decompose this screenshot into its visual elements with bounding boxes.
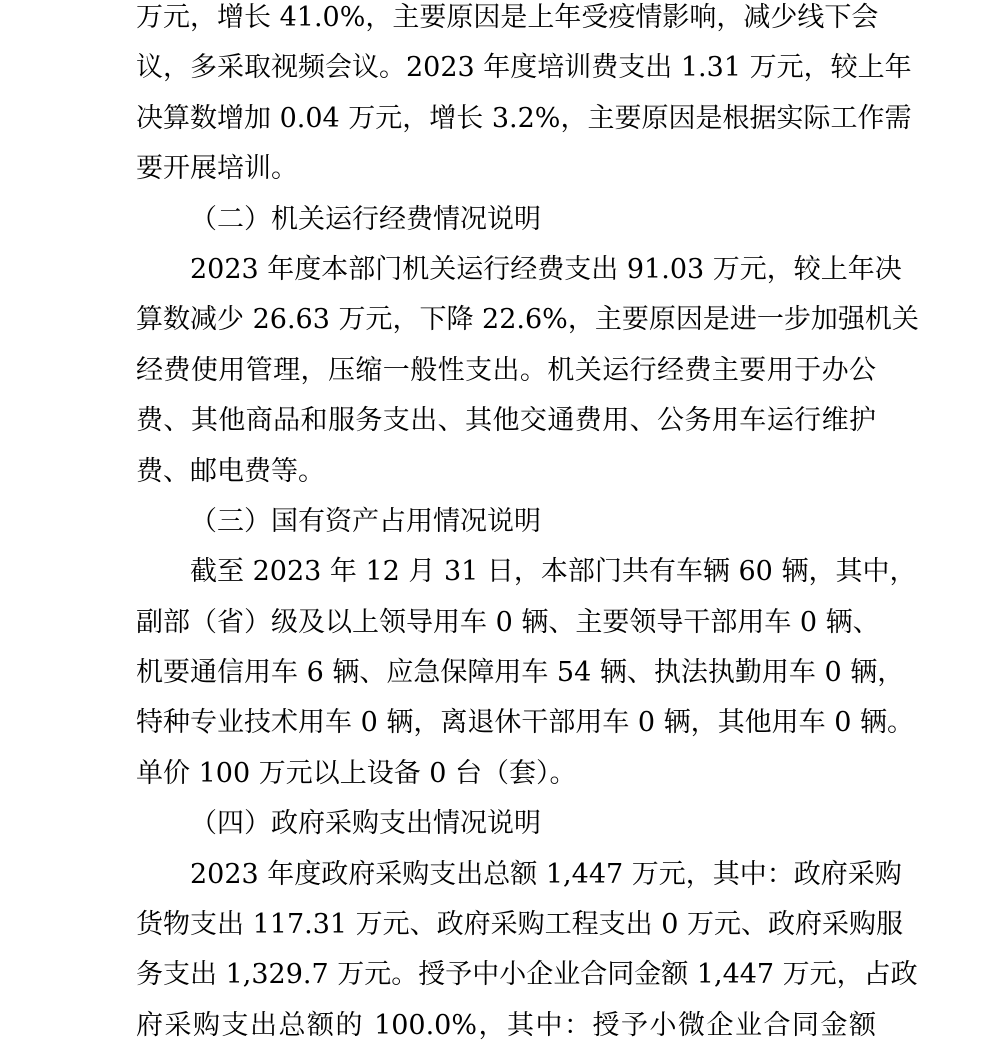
section-heading: （二）机关运行经费情况说明 <box>190 203 541 235</box>
text-line: 算数减少 26.63 万元，下降 22.6%，主要原因是进一步加强机关 <box>136 304 919 336</box>
paragraph-state-assets <box>136 547 917 799</box>
section-heading: （四）政府采购支出情况说明 <box>190 808 541 840</box>
text-line: 府采购支出总额的 100.0%，其中：授予小微企业合同金额 <box>136 1009 876 1041</box>
text-line: 议，多采取视频会议。2023 年度培训费支出 1.31 万元，较上年 <box>136 52 912 84</box>
text-line: 机要通信用车 6 辆、应急保障用车 54 辆、执法执勤用车 0 辆， <box>136 657 905 689</box>
section-heading: （三）国有资产占用情况说明 <box>190 505 541 537</box>
text-line: 截至 2023 年 12 月 31 日，本部门共有车辆 60 辆，其中， <box>190 556 917 588</box>
text-line: 决算数增加 0.04 万元，增长 3.2%，主要原因是根据实际工作需 <box>136 102 912 134</box>
text-line: 要开展培训。 <box>136 153 298 185</box>
section-heading-state-assets <box>136 497 876 547</box>
text-line: 货物支出 117.31 万元、政府采购工程支出 0 万元、政府采购服 <box>136 909 903 941</box>
text-line: 2023 年度本部门机关运行经费支出 91.03 万元，较上年决 <box>190 253 902 285</box>
text-line: 万元，增长 41.0%，主要原因是上年受疫情影响，减少线下会 <box>136 2 879 33</box>
section-heading-government-procurement <box>136 799 876 849</box>
text-line: 特种专业技术用车 0 辆，离退休干部用车 0 辆，其他用车 0 辆。 <box>136 707 915 739</box>
text-line: 经费使用管理，压缩一般性支出。机关运行经费主要用于办公 <box>136 354 876 386</box>
paragraph-government-procurement <box>136 850 918 1051</box>
text-line: 单价 100 万元以上设备 0 台（套）。 <box>136 757 577 789</box>
paragraph-training-fee <box>136 0 912 195</box>
text-line: 务支出 1,329.7 万元。授予中小企业合同金额 1,447 万元，占政 <box>136 959 918 991</box>
text-line: 副部（省）级及以上领导用车 0 辆、主要领导干部用车 0 辆、 <box>136 606 880 638</box>
document-page <box>136 0 919 1051</box>
section-heading-operating-expenses <box>136 195 876 245</box>
paragraph-operating-expenses <box>136 245 919 497</box>
text-line: 2023 年度政府采购支出总额 1,447 万元，其中：政府采购 <box>190 858 902 890</box>
text-line: 费、其他商品和服务支出、其他交通费用、公务用车运行维护 <box>136 405 876 437</box>
text-line: 费、邮电费等。 <box>136 455 325 487</box>
